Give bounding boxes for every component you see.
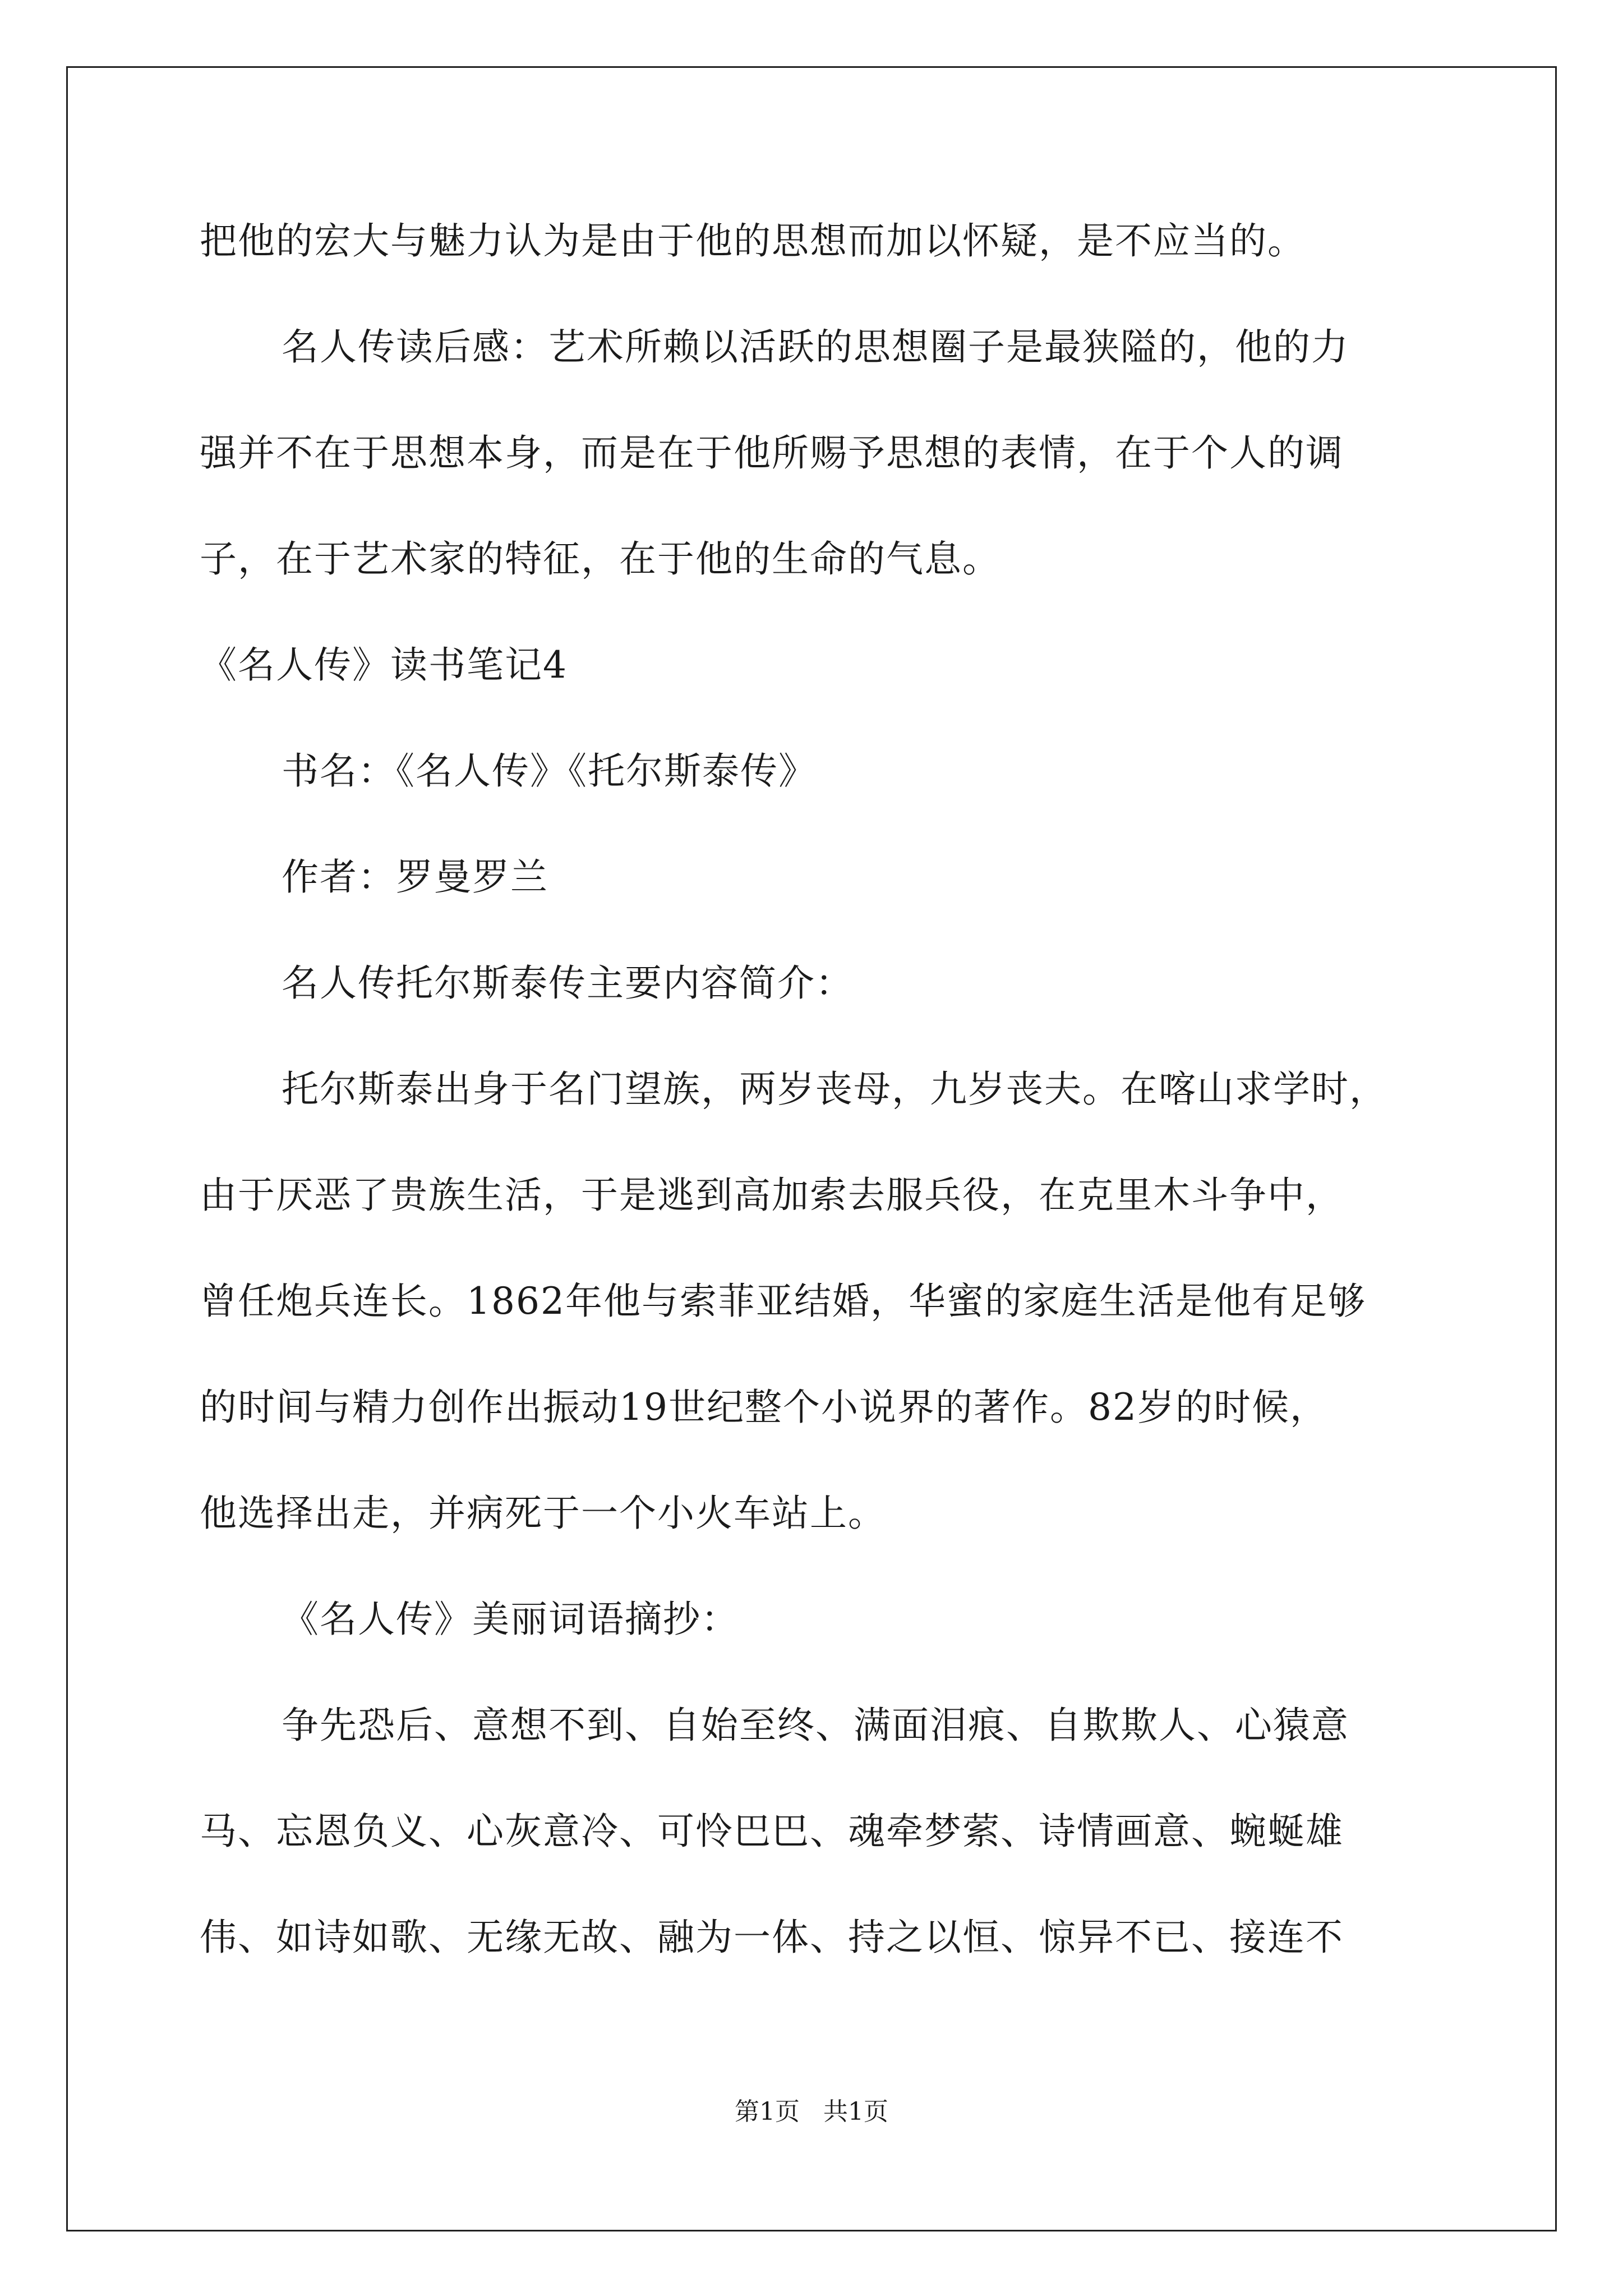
document-body [200, 213, 1433, 2016]
text-line: 曾任炮兵连长。1862年他与索菲亚结婚，华蜜的家庭生活是他有足够 [200, 1280, 1366, 1323]
text-line: 的时间与精力创作出振动19世纪整个小说界的著作。82岁的时候， [200, 1386, 1328, 1429]
text-line: 伟、如诗如歌、无缘无故、融为一体、持之以恒、惊异不已、接连不 [200, 1916, 1344, 1959]
page-footer: 第1页 共1页 [735, 2097, 888, 2126]
text-line: 争先恐后、意想不到、自始至终、满面泪痕、自欺欺人、心猿意 [282, 1704, 1349, 1747]
book-title-line: 书名：《名人传》《托尔斯泰传》 [282, 749, 817, 793]
words-heading: 《名人传》美丽词语摘抄： [282, 1598, 739, 1641]
text-line: 名人传读后感：艺术所赖以活跃的思想圈子是最狭隘的，他的力 [282, 325, 1349, 369]
text-line: 马、忘恩负义、心灰意冷、可怜巴巴、魂牵梦萦、诗情画意、蜿蜒雄 [200, 1810, 1344, 1853]
text-line: 把他的宏大与魅力认为是由于他的思想而加以怀疑，是不应当的。 [200, 219, 1306, 263]
text-line: 托尔斯泰出身于名门望族，两岁丧母，九岁丧夫。在喀山求学时， [282, 1068, 1387, 1111]
text-line: 他选择出走，并病死于一个小火车站上。 [200, 1492, 886, 1535]
text-line: 由于厌恶了贵族生活，于是逃到高加索去服兵役，在克里木斗争中， [200, 1174, 1344, 1217]
text-line: 子，在于艺术家的特征，在于他的生命的气息。 [200, 537, 1000, 581]
summary-heading: 名人传托尔斯泰传主要内容简介： [282, 961, 854, 1005]
text-line: 强并不在于思想本身，而是在于他所赐予思想的表情，在于个人的调 [200, 431, 1344, 475]
section-heading: 《名人传》读书笔记4 [200, 643, 568, 687]
author-line: 作者：罗曼罗兰 [282, 855, 548, 899]
